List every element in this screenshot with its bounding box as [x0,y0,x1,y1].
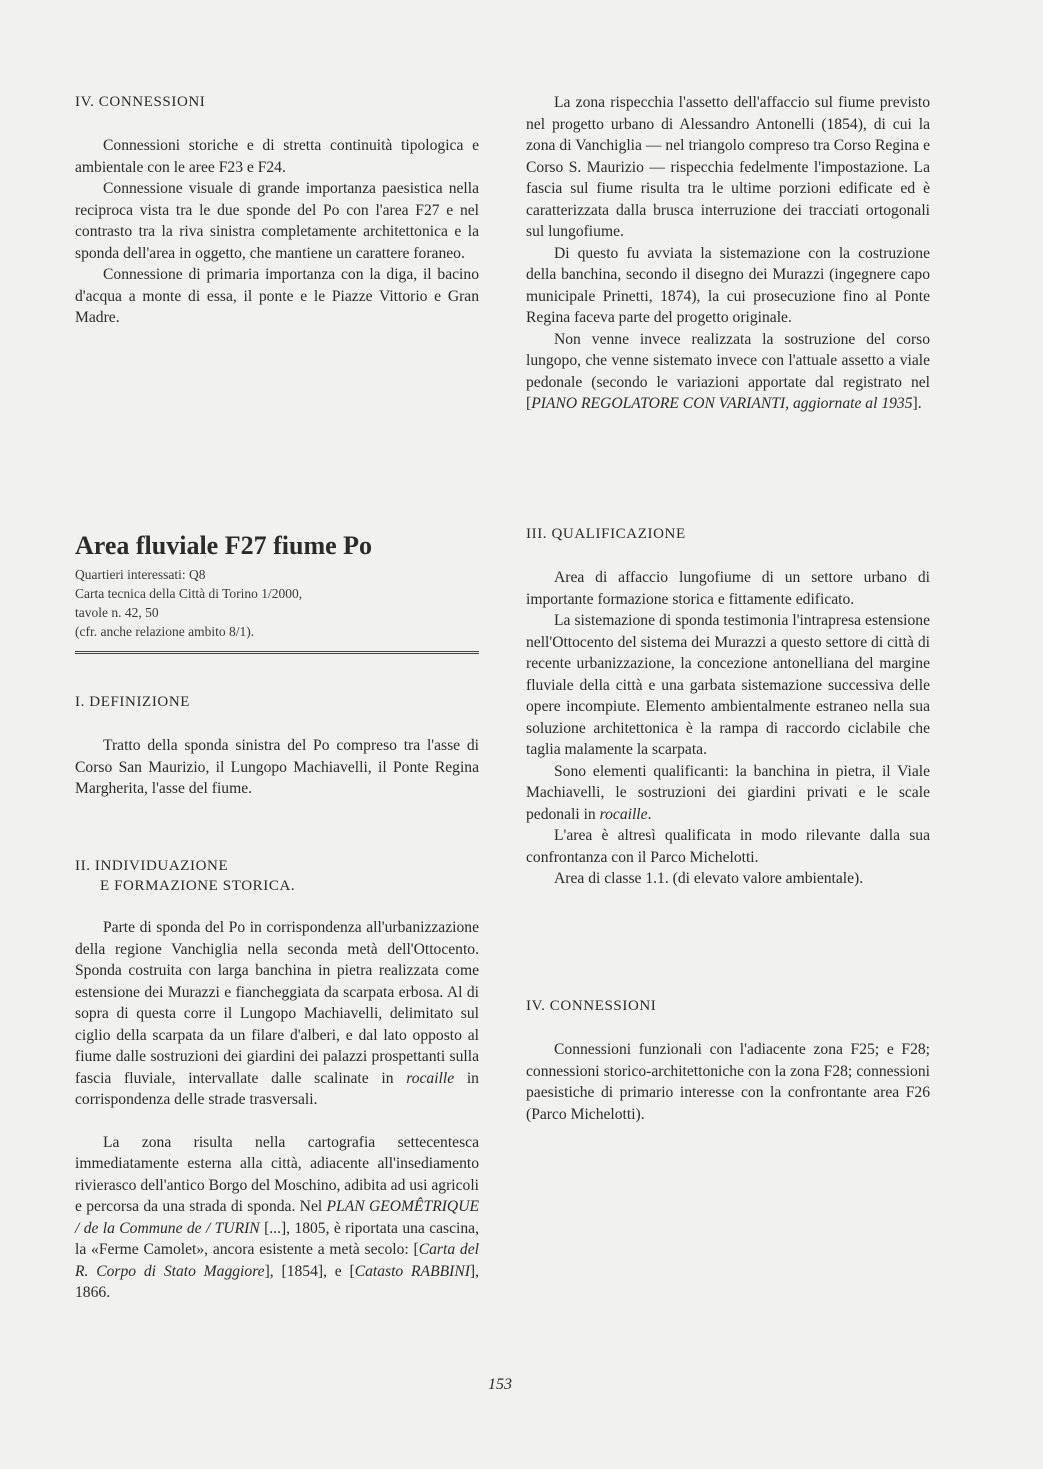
connessioni-right-heading: IV. CONNESSIONI [526,998,657,1014]
meta-cfr: (cfr. anche relazione ambito 8/1). [75,624,255,639]
page-number: 153 [488,1376,512,1393]
right-paragraph-1: La zona rispecchia l'assetto dell'affaccio sul fiume previsto nel progetto urbano di Alessandro Antonelli (1854), di cui la zona di Vanchiglia — nel triangolo compreso tra Corso Regina e Corso S. Maurizio — rispecchia fedelmente l'impostazione. La fascia sul fiume risulta tra le ultime porzioni edificate ed è caratterizzata dalla brusca interruzione dei tracciati ortogonali sul lungofiume. [526,94,930,240]
individuazione-section [75,856,479,1304]
qualificazione-section [526,524,930,890]
area-header [75,531,479,654]
individuazione-paragraph-1: Parte di sponda del Po in corrispondenza all'urbanizzazione della regione Vanchiglia nella seconda metà dell'Ottocento. Sponda costruita con larga banchina in pietra realizzata come estensione dei Murazzi e fiancheggiata da scarpata erbosa. Al di sopra di questa corre il Lungopo Machiavelli, delimitato sul ciglio della scarpata da un filare d'alberi, e dal lato opposto al fiume dalle sostruzioni dei giardini dei palazzi prospettanti sulla fascia fluviale, intervallate dalle scalinate in rocaille in corrispondenza delle strade trasversali. [75,919,479,1108]
meta-carta: Carta tecnica della Città di Torino 1/2000, [75,586,303,601]
individuazione-heading-1: II. INDIVIDUAZIONE [75,858,229,874]
meta-quartieri: Quartieri interessati: Q8 [75,567,206,582]
qualificazione-paragraph-5: Area di classe 1.1. (di elevato valore ambientale). [554,870,864,887]
connessioni-paragraph-2: Connessione visuale di grande importanza paesistica nella reciproca vista tra le due sponde del Po con l'area F27 e nel contrasto tra la riva sinistra completamente architettonica e la sponda dell'area in oggetto, che mantiene un carattere foraneo. [75,180,479,262]
connessioni-paragraph-3: Connessione di primaria importanza con la diga, il bacino d'acqua a monte di essa, il ponte e le Piazze Vittorio e Gran Madre. [75,266,479,326]
definizione-paragraph: Tratto della sponda sinistra del Po compreso tra l'asse di Corso San Maurizio, il Lungopo Machiavelli, il Ponte Regina Margherita, l'asse del fiume. [75,737,479,797]
definizione-section [75,692,479,800]
individuazione-heading-2: E FORMAZIONE STORICA. [100,878,296,894]
right-paragraph-2: Di questo fu avviata la sistemazione con la costruzione della banchina, secondo il disegno dei Murazzi (ingegnere capo municipale Prinetti, 1874), la cui prosecuzione fino al Ponte Regina faceva parte del progetto originale. [526,244,930,326]
qualificazione-paragraph-4: L'area è altresì qualificata in modo rilevante dalla sua confrontanza con il Parco Michelotti. [526,827,930,866]
qualificazione-heading: III. QUALIFICAZIONE [526,526,686,542]
qualificazione-paragraph-2: La sistemazione di sponda testimonia l'intrapresa estensione nell'Ottocento del sistema dei Murazzi a questo settore di città di recente urbanizzazione, la concezione antonelliana del margine fluviale della città e una garbata sistemazione successiva delle opere incompiute. Elemento ambientalmente estraneo nella sua soluzione architettonica è la rampa di raccordo ciclabile che taglia malamente la scarpata. [526,612,930,758]
connessioni-heading: IV. CONNESSIONI [75,94,206,110]
section-divider [75,651,479,654]
right-column [526,92,930,415]
area-title: Area fluviale F27 fiume Po [75,531,373,560]
qualificazione-paragraph-3: Sono elementi qualificanti: la banchina in pietra, il Viale Machiavelli, le sostruzioni dei giardini privati e le scale pedonali in rocaille. [526,762,930,823]
meta-tavole: tavole n. 42, 50 [75,605,159,620]
right-paragraph-3: Non venne invece realizzata la sostruzione del corso lungopo, che venne sistemato invece con l'attuale assetto a viale pedonale (secondo le variazioni apportate dal registrato nel [PIANO REGOLATORE CON VARIANTI, aggiornate al 1935]. [526,330,930,412]
qualificazione-paragraph-1: Area di affaccio lungofiume di un settore urbano di importante formazione storica e fittamente edificato. [526,569,930,608]
connessioni-right-section [526,996,930,1125]
individuazione-paragraph-2: La zona risulta nella cartografia settecentesca immediatamente esterna alla città, adiacente all'insediamento rivierasco dell'antico Borgo del Moschino, adibita ad usi agricoli e percorsa da una strada di sponda. Nel PLAN GEOMÊTRIQUE / de la Commune de / TURIN [...], 1805, è riportata una cascina, la «Ferme Camolet», ancora esistente a metà secolo: [Carta del R. Corpo di Stato Maggiore], [1854], e [Catasto RABBINI], 1866. [75,1133,480,1301]
connessioni-right-paragraph: Connessioni funzionali con l'adiacente zona F25; e F28; connessioni storico-architettoniche con la zona F28; connessioni paesistiche di primario interesse con la confrontante area F26 (Parco Michelotti). [526,1041,930,1123]
definizione-heading: I. DEFINIZIONE [75,694,191,710]
connessioni-paragraph-1: Connessioni storiche e di stretta continuità tipologica e ambientale con le aree F23 e F24. [75,137,479,176]
left-column [75,92,479,329]
